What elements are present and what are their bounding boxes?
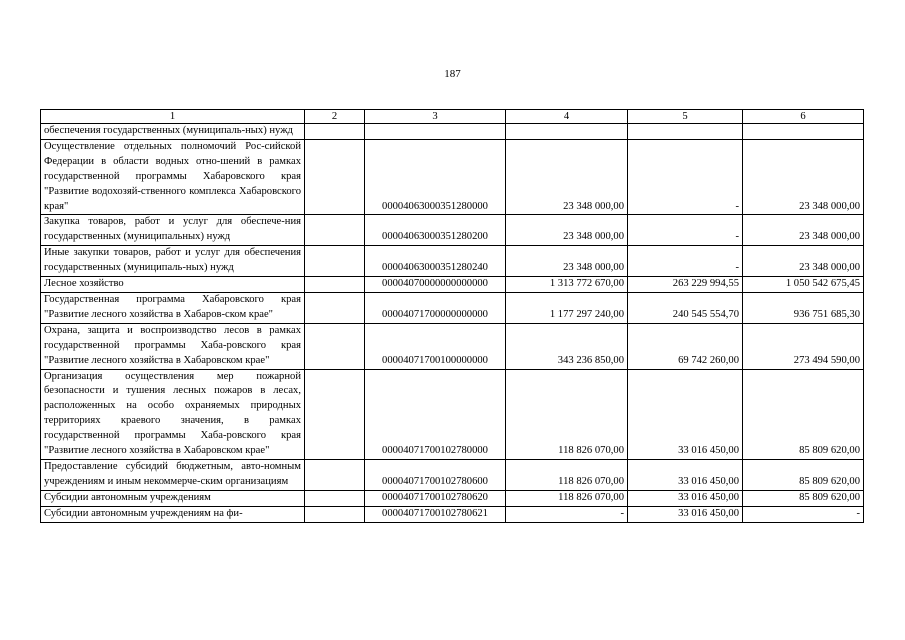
page-number: 187 [444,68,461,80]
cell-description: Организация осуществления мер пожарной безопасности и тушения лесных пожаров в лесах, расположенных на особо охраняемых природных территориях краевого значения, в рамках государственной программы Хаба-ровского края "Развитие лесного хозяйства в Хабаровском крае" [41,369,305,459]
cell-description: Охрана, защита и воспроизводство лесов в рамках государственной программы Хаба-ровского края "Развитие лесного хозяйства в Хабаровском крае" [41,323,305,369]
cell-description: Государственная программа Хабаровского края "Развитие лесного хозяйства в Хабаров-ском крае" [41,292,305,323]
cell-budget-code: 00004071700102780600 [365,459,506,490]
cell-column-2 [305,323,365,369]
cell-budget-code: 00004063000351280240 [365,246,506,277]
cell-remaining-amount: 23 348 000,00 [743,139,864,215]
cell-column-2 [305,246,365,277]
cell-remaining-amount: 23 348 000,00 [743,215,864,246]
cell-description: Иные закупки товаров, работ и услуг для обеспечения государственных (муниципаль-ных) нужд [41,246,305,277]
cell-approved-amount: 118 826 070,00 [506,459,628,490]
cell-executed-amount: - [628,215,743,246]
cell-executed-amount: 33 016 450,00 [628,369,743,459]
cell-description: Лесное хозяйство [41,277,305,293]
table-row [41,506,864,522]
cell-remaining-amount: 1 050 542 675,45 [743,277,864,293]
column-header-6: 6 [743,110,864,124]
cell-executed-amount: - [628,139,743,215]
cell-approved-amount: 118 826 070,00 [506,490,628,506]
cell-approved-amount: 23 348 000,00 [506,246,628,277]
cell-approved-amount: 23 348 000,00 [506,215,628,246]
cell-approved-amount: 343 236 850,00 [506,323,628,369]
cell-description: Субсидии автономным учреждениям на фи- [41,506,305,522]
cell-remaining-amount: 23 348 000,00 [743,246,864,277]
cell-executed-amount: - [628,246,743,277]
cell-remaining-amount [743,124,864,140]
column-header-3: 3 [365,110,506,124]
budget-table [40,109,864,523]
cell-budget-code: 00004071700102780621 [365,506,506,522]
cell-remaining-amount: 936 751 685,30 [743,292,864,323]
column-header-4: 4 [506,110,628,124]
cell-remaining-amount: 85 809 620,00 [743,459,864,490]
table-row [41,215,864,246]
table-row [41,323,864,369]
cell-budget-code: 00004071700100000000 [365,323,506,369]
cell-description: Осуществление отдельных полномочий Рос-сийской Федерации в области водных отно-шений в рамках государственной программы Хабаровского края "Развитие водохозяй-ственного комплекса Хабаровского края" [41,139,305,215]
cell-description: Субсидии автономным учреждениям [41,490,305,506]
cell-executed-amount: 240 545 554,70 [628,292,743,323]
cell-column-2 [305,506,365,522]
cell-budget-code: 00004070000000000000 [365,277,506,293]
column-header-2: 2 [305,110,365,124]
cell-column-2 [305,490,365,506]
cell-budget-code [365,124,506,140]
table-row [41,277,864,293]
table-row [41,124,864,140]
cell-executed-amount: 33 016 450,00 [628,490,743,506]
cell-description: Предоставление субсидий бюджетным, авто-номным учреждениям и иным некоммерче-ским организациям [41,459,305,490]
cell-column-2 [305,139,365,215]
cell-budget-code: 00004063000351280200 [365,215,506,246]
cell-description: обеспечения государственных (муниципаль-ных) нужд [41,124,305,140]
table-row [41,292,864,323]
cell-description: Закупка товаров, работ и услуг для обеспече-ния государственных (муниципальных) нужд [41,215,305,246]
cell-executed-amount: 33 016 450,00 [628,459,743,490]
table-row [41,490,864,506]
cell-budget-code: 00004071700000000000 [365,292,506,323]
table-row [41,246,864,277]
table-row [41,139,864,215]
cell-remaining-amount: 85 809 620,00 [743,490,864,506]
table-header-row [41,110,864,124]
column-header-5: 5 [628,110,743,124]
cell-budget-code: 00004071700102780000 [365,369,506,459]
cell-approved-amount: 118 826 070,00 [506,369,628,459]
cell-column-2 [305,124,365,140]
cell-approved-amount [506,124,628,140]
cell-remaining-amount: 273 494 590,00 [743,323,864,369]
cell-executed-amount: 69 742 260,00 [628,323,743,369]
cell-remaining-amount: 85 809 620,00 [743,369,864,459]
cell-column-2 [305,292,365,323]
cell-approved-amount: 23 348 000,00 [506,139,628,215]
cell-executed-amount: 263 229 994,55 [628,277,743,293]
cell-budget-code: 00004071700102780620 [365,490,506,506]
table-row [41,459,864,490]
cell-column-2 [305,459,365,490]
cell-approved-amount: 1 177 297 240,00 [506,292,628,323]
cell-column-2 [305,277,365,293]
cell-approved-amount: - [506,506,628,522]
cell-approved-amount: 1 313 772 670,00 [506,277,628,293]
cell-executed-amount: 33 016 450,00 [628,506,743,522]
cell-budget-code: 00004063000351280000 [365,139,506,215]
cell-column-2 [305,369,365,459]
table-row [41,369,864,459]
cell-column-2 [305,215,365,246]
column-header-1: 1 [41,110,305,124]
cell-executed-amount [628,124,743,140]
cell-remaining-amount: - [743,506,864,522]
